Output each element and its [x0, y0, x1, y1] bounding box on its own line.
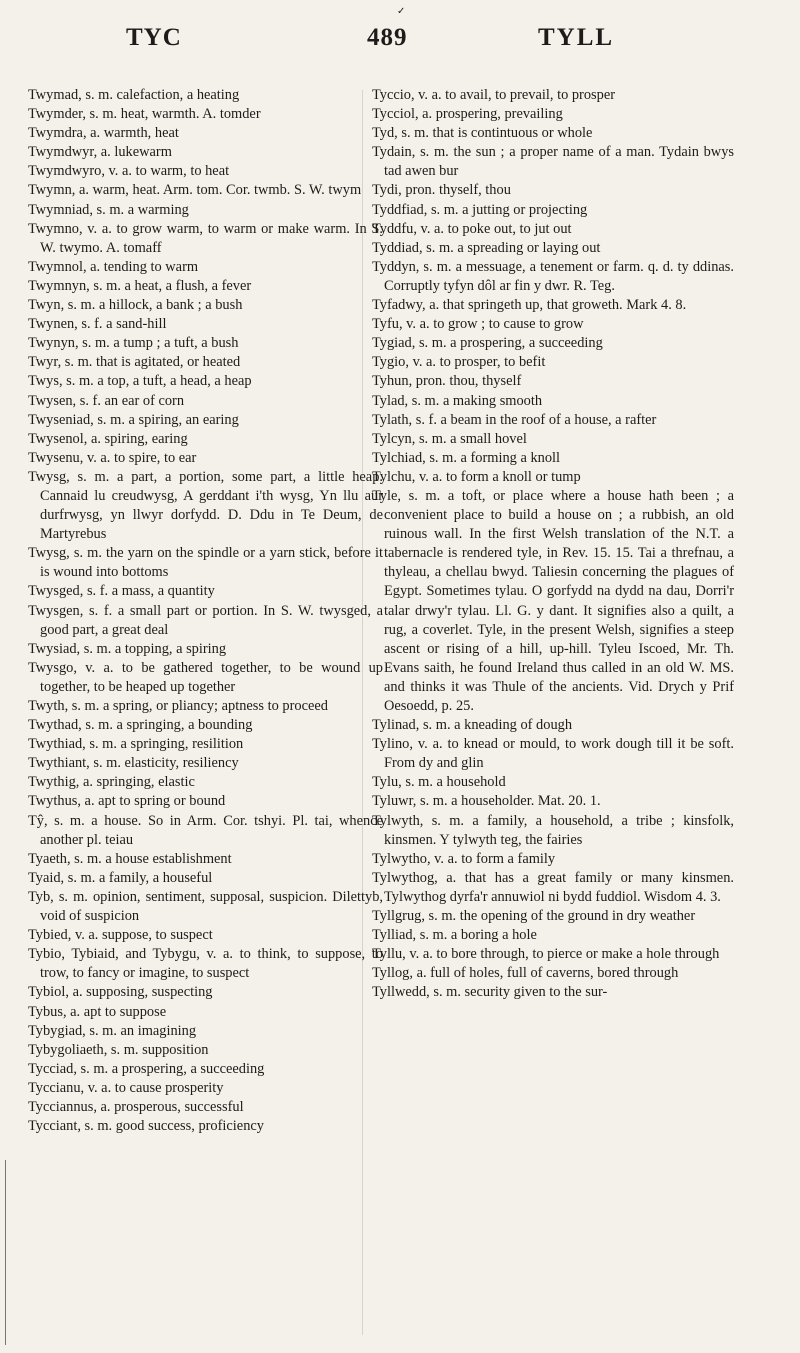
dictionary-entry: Twymdwyro, v. a. to warm, to heat — [28, 163, 230, 180]
left-column — [28, 86, 383, 1136]
dictionary-entry: Tybygoliaeth, s. m. supposition — [28, 1041, 209, 1058]
dictionary-entry: Tybied, v. a. suppose, to suspect — [28, 927, 213, 944]
dictionary-entry: Twynen, s. f. a sand-hill — [28, 316, 167, 333]
dictionary-entry: Tyddfu, v. a. to poke out, to jut out — [372, 220, 572, 237]
dictionary-entry: Twymdwyr, a. lukewarm — [28, 144, 172, 161]
dictionary-entry: Tyluwr, s. m. a householder. Mat. 20. 1. — [372, 793, 601, 810]
dictionary-entry: Twysg, s. m. the yarn on the spindle or a yarn stick, before it is wound into bottoms — [28, 545, 383, 581]
dictionary-entry: Twymdra, a. warmth, heat — [28, 125, 179, 142]
dictionary-entry: Tylchiad, s. m. a forming a knoll — [372, 449, 561, 466]
dictionary-entry: Tylcyn, s. m. a small hovel — [372, 430, 527, 447]
dictionary-entry: Tylad, s. m. a making smooth — [372, 392, 543, 409]
dictionary-entry: Twysiad, s. m. a topping, a spiring — [28, 640, 227, 657]
dictionary-entry: Tydain, s. m. the sun ; a proper name of a man. Tydain bwys tad awen bur — [372, 144, 734, 180]
dictionary-entry: Twysg, s. m. a part, a portion, some part, a little heap. Cannaid lu creudwysg, A gerddant i'th wysg, Yn llu aur durfrwysg, yn llwyr dorfydd. D. Ddu in Te Deum, de Martyrebus — [28, 468, 383, 543]
dictionary-entry: Twysenu, v. a. to spire, to ear — [28, 449, 197, 466]
running-head-right: TYLL — [538, 24, 615, 51]
dictionary-entry: Twymniad, s. m. a warming — [28, 201, 189, 218]
dictionary-entry: Twyseniad, s. m. a spiring, an earing — [28, 411, 239, 428]
dictionary-entry: Twys, s. m. a top, a tuft, a head, a heap — [28, 373, 252, 390]
dictionary-entry: Tŷ, s. m. a house. So in Arm. Cor. tshyi. Pl. tai, whence another pl. teiau — [28, 812, 383, 848]
dictionary-entry: Twymnol, a. tending to warm — [28, 258, 199, 275]
dictionary-entry: Tyllu, v. a. to bore through, to pierce or make a hole through — [372, 946, 720, 963]
dictionary-entry: Tyllgrug, s. m. the opening of the ground in dry weather — [372, 908, 696, 925]
dictionary-entry: Tycciant, s. m. good success, proficiency — [28, 1118, 264, 1135]
dictionary-entry: Tycciol, a. prospering, prevailing — [372, 106, 563, 123]
dictionary-entry: Tyllog, a. full of holes, full of caverns, bored through — [372, 965, 679, 982]
dictionary-entry: Tyle, s. m. a toft, or place where a house hath been ; a convenient place to build a house on ; a rubbish, an old ruinous wall. In the first Welsh translation of the N.T. a tabernacle is rendered tyle, in Rev. 15. 15. Tai a threfnau, a thyleau, a chellau bwyd. Taliesin concerning the plagues of Egypt. Sometimes tylau. O gorfydd na dydd na dau, Dorri'r talar drwy'r tylau. Ll. G. y dant. It signifies also a quilt, a rug, a coverlet. Tyle, in the present Welsh, signifies a steep ascent or rising of a hill, up-hill. Tyleu Iscoed, Mr. Th. Evans saith, he found Ireland thus called in an old W. MS. and thinks it was Thule of the ancients. Vid. Drych y Prif Oesoedd, p. 25. — [372, 487, 734, 714]
margin-rule — [5, 1160, 6, 1345]
right-column — [372, 86, 734, 1003]
dictionary-entry: Twythiant, s. m. elasticity, resiliency — [28, 755, 239, 772]
dictionary-entry: Tyb, s. m. opinion, sentiment, supposal, suspicion. Dilettyb, void of suspicion — [28, 888, 383, 925]
dictionary-entry: Twyth, s. m. a spring, or pliancy; aptness to proceed — [28, 698, 328, 714]
dictionary-entry: Tygiad, s. m. a prospering, a succeeding — [372, 335, 603, 352]
dictionary-entry: Tyhun, pron. thou, thyself — [372, 373, 522, 390]
dictionary-entry: Tyccio, v. a. to avail, to prevail, to prosper — [372, 87, 616, 103]
dictionary-entry: Tylchu, v. a. to form a knoll or tump — [372, 468, 581, 485]
dictionary-entry: Twyr, s. m. that is agitated, or heated — [28, 354, 241, 371]
dictionary-entry: Tyaid, s. m. a family, a houseful — [28, 869, 213, 886]
dictionary-entry: Tyddiad, s. m. a spreading or laying out — [372, 239, 601, 256]
dictionary-entry: Tyfu, v. a. to grow ; to cause to grow — [372, 316, 584, 333]
dictionary-entry: Tylwythog, a. that has a great family or many kinsmen. Tylwythog dyrfa'r annuwiol ni bydd fuddiol. Wisdom 4. 3. — [372, 869, 734, 905]
dictionary-entry: Twythus, a. apt to spring or bound — [28, 793, 226, 810]
dictionary-entry: Tydi, pron. thyself, thou — [372, 182, 511, 199]
dictionary-entry: Tyddyn, s. m. a messuage, a tenement or farm. q. d. ty ddinas. Corruptly tyfyn dôl ar fin y dwr. R. Teg. — [372, 258, 734, 294]
dictionary-entry: Twymad, s. m. calefaction, a heating — [28, 87, 240, 103]
dictionary-entry: Tybio, Tybiaid, and Tybygu, v. a. to think, to suppose, to trow, to fancy or imagine, to suspect — [28, 946, 383, 982]
dictionary-entry: Tylliad, s. m. a boring a hole — [372, 927, 537, 944]
dictionary-entry: Tyd, s. m. that is contintuous or whole — [372, 125, 593, 142]
dictionary-entry: Tycciad, s. m. a prospering, a succeeding — [28, 1060, 265, 1077]
dictionary-entry: Tyllwedd, s. m. security given to the sur- — [372, 984, 608, 1001]
dictionary-entry: Twysgen, s. f. a small part or portion. In S. W. twysged, a good part, a great deal — [28, 602, 383, 638]
dictionary-entry: Tylwytho, v. a. to form a family — [372, 850, 556, 867]
page-number: 489 — [367, 24, 408, 51]
dictionary-entry: Twymn, a. warm, heat. Arm. tom. Cor. twmb. S. W. twym — [28, 182, 362, 199]
dictionary-entry: Twymnyn, s. m. a heat, a flush, a fever — [28, 277, 252, 294]
dictionary-entry: Tybygiad, s. m. an imagining — [28, 1022, 197, 1039]
dictionary-entry: Twysgo, v. a. to be gathered together, to be wound up together, to be heaped up together — [28, 659, 383, 695]
dictionary-entry: Twymno, v. a. to grow warm, to warm or make warm. In S. W. twymo. A. tomaff — [28, 220, 383, 256]
dictionary-entry: Twysged, s. f. a mass, a quantity — [28, 583, 215, 600]
dictionary-entry: Tygio, v. a. to prosper, to befit — [372, 354, 546, 371]
check-mark: ✓ — [397, 6, 406, 17]
dictionary-entry: Tyddfiad, s. m. a jutting or projecting — [372, 201, 588, 218]
dictionary-entry: Tybiol, a. supposing, suspecting — [28, 984, 213, 1001]
page-header — [0, 6, 800, 86]
dictionary-entry: Tycciannus, a. prosperous, successful — [28, 1098, 244, 1115]
dictionary-entry: Tyaeth, s. m. a house establishment — [28, 850, 232, 867]
dictionary-entry: Twythig, a. springing, elastic — [28, 774, 195, 791]
dictionary-entry: Twymder, s. m. heat, warmth. A. tomder — [28, 106, 261, 123]
dictionary-entry: Twysen, s. f. an ear of corn — [28, 392, 185, 409]
dictionary-entry: Twynyn, s. m. a tump ; a tuft, a bush — [28, 335, 239, 352]
dictionary-entry: Twythad, s. m. a springing, a bounding — [28, 717, 253, 734]
dictionary-entry: Tylu, s. m. a household — [372, 774, 506, 791]
dictionary-entry: Tylath, s. f. a beam in the roof of a house, a rafter — [372, 411, 657, 428]
running-head-left: TYC — [126, 24, 182, 51]
dictionary-entry: Tylinad, s. m. a kneading of dough — [372, 717, 573, 734]
dictionary-entry: Tybus, a. apt to suppose — [28, 1003, 167, 1020]
dictionary-entry: Twythiad, s. m. a springing, resilition — [28, 736, 244, 753]
dictionary-entry: Twyn, s. m. a hillock, a bank ; a bush — [28, 297, 243, 314]
dictionary-entry: Tylino, v. a. to knead or mould, to work dough till it be soft. From dy and glin — [372, 736, 734, 772]
dictionary-entry: Tyccianu, v. a. to cause prosperity — [28, 1079, 224, 1096]
dictionary-entry: Twysenol, a. spiring, earing — [28, 430, 188, 447]
dictionary-entry: Tyfadwy, a. that springeth up, that groweth. Mark 4. 8. — [372, 297, 687, 314]
dictionary-entry: Tylwyth, s. m. a family, a household, a tribe ; kinsfolk, kinsmen. Y tylwyth teg, the fairies — [372, 812, 734, 848]
